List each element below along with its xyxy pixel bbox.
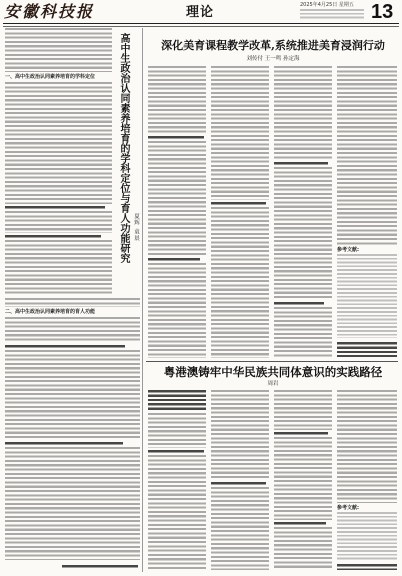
page-number: 13: [371, 1, 394, 23]
body-text: [5, 28, 112, 72]
subheading: 一、高中生政治认同素养培育的学科定位: [5, 74, 96, 80]
minor-heading: [5, 345, 125, 348]
body-text: [274, 167, 332, 300]
author-affiliation: [62, 565, 138, 568]
body-text: [148, 413, 206, 448]
minor-heading: [148, 258, 200, 261]
section-title: 理论: [186, 5, 215, 20]
header-rule: [3, 23, 399, 24]
author-affiliation: [337, 564, 397, 570]
header-rule-thin: [3, 26, 399, 27]
article-authors: 刘传付 王一鸣 孙定海: [246, 56, 300, 62]
body-text: [148, 263, 206, 358]
minor-heading: [5, 442, 123, 445]
body-text: [5, 240, 112, 296]
minor-heading: [148, 450, 204, 453]
body-text: [211, 66, 269, 200]
author-affiliation: [337, 342, 397, 357]
minor-heading: [274, 302, 324, 305]
body-text: [211, 390, 269, 480]
body-text: [211, 207, 269, 358]
references-list: [337, 254, 397, 338]
minor-heading: [211, 202, 266, 205]
article-title: 深化美育课程教学改革,系统推进美育浸润行动: [161, 39, 385, 52]
minor-heading: [274, 162, 328, 165]
abstract-text: [148, 390, 206, 410]
minor-heading: [211, 482, 266, 485]
references-label: 参考文献:: [337, 247, 359, 253]
issue-date: 2025年4月25日 星期五: [300, 2, 354, 8]
subheading: 二、高中生政治认同素养培育的育人功能: [5, 309, 96, 315]
article-title: 粤港澳铸牢中华民族共同体意识的实践路径: [163, 365, 383, 379]
body-text: [274, 390, 332, 430]
body-text: [5, 298, 140, 307]
body-text: [5, 82, 112, 204]
article-authors: 周岩: [267, 381, 279, 387]
body-text: [148, 66, 206, 134]
minor-heading: [5, 235, 101, 238]
body-text: [274, 437, 332, 520]
minor-heading: [5, 206, 105, 209]
body-text: [274, 307, 332, 358]
body-text: [274, 66, 332, 160]
article-authors: 夏辉 袁晨: [133, 213, 139, 242]
body-text: [274, 527, 332, 570]
body-text: [5, 447, 140, 560]
article-title-vertical: 高中生政治认同素养培育的学科定位与育人功能研究: [118, 33, 129, 263]
body-text: [5, 350, 140, 440]
body-text: [211, 487, 269, 570]
editor-info: [300, 9, 364, 20]
article-divider: [146, 361, 398, 362]
references-label: 参考文献:: [337, 505, 359, 511]
body-text: [5, 317, 140, 343]
references-list: [337, 512, 397, 560]
body-text: [5, 211, 112, 233]
body-text: [148, 455, 206, 570]
masthead: 安徽科技报: [4, 2, 95, 21]
minor-heading: [274, 432, 328, 435]
body-text: [337, 66, 397, 245]
column-divider: [142, 28, 143, 572]
minor-heading: [148, 136, 204, 139]
body-text: [337, 390, 397, 503]
body-text: [148, 141, 206, 256]
minor-heading: [274, 522, 326, 525]
